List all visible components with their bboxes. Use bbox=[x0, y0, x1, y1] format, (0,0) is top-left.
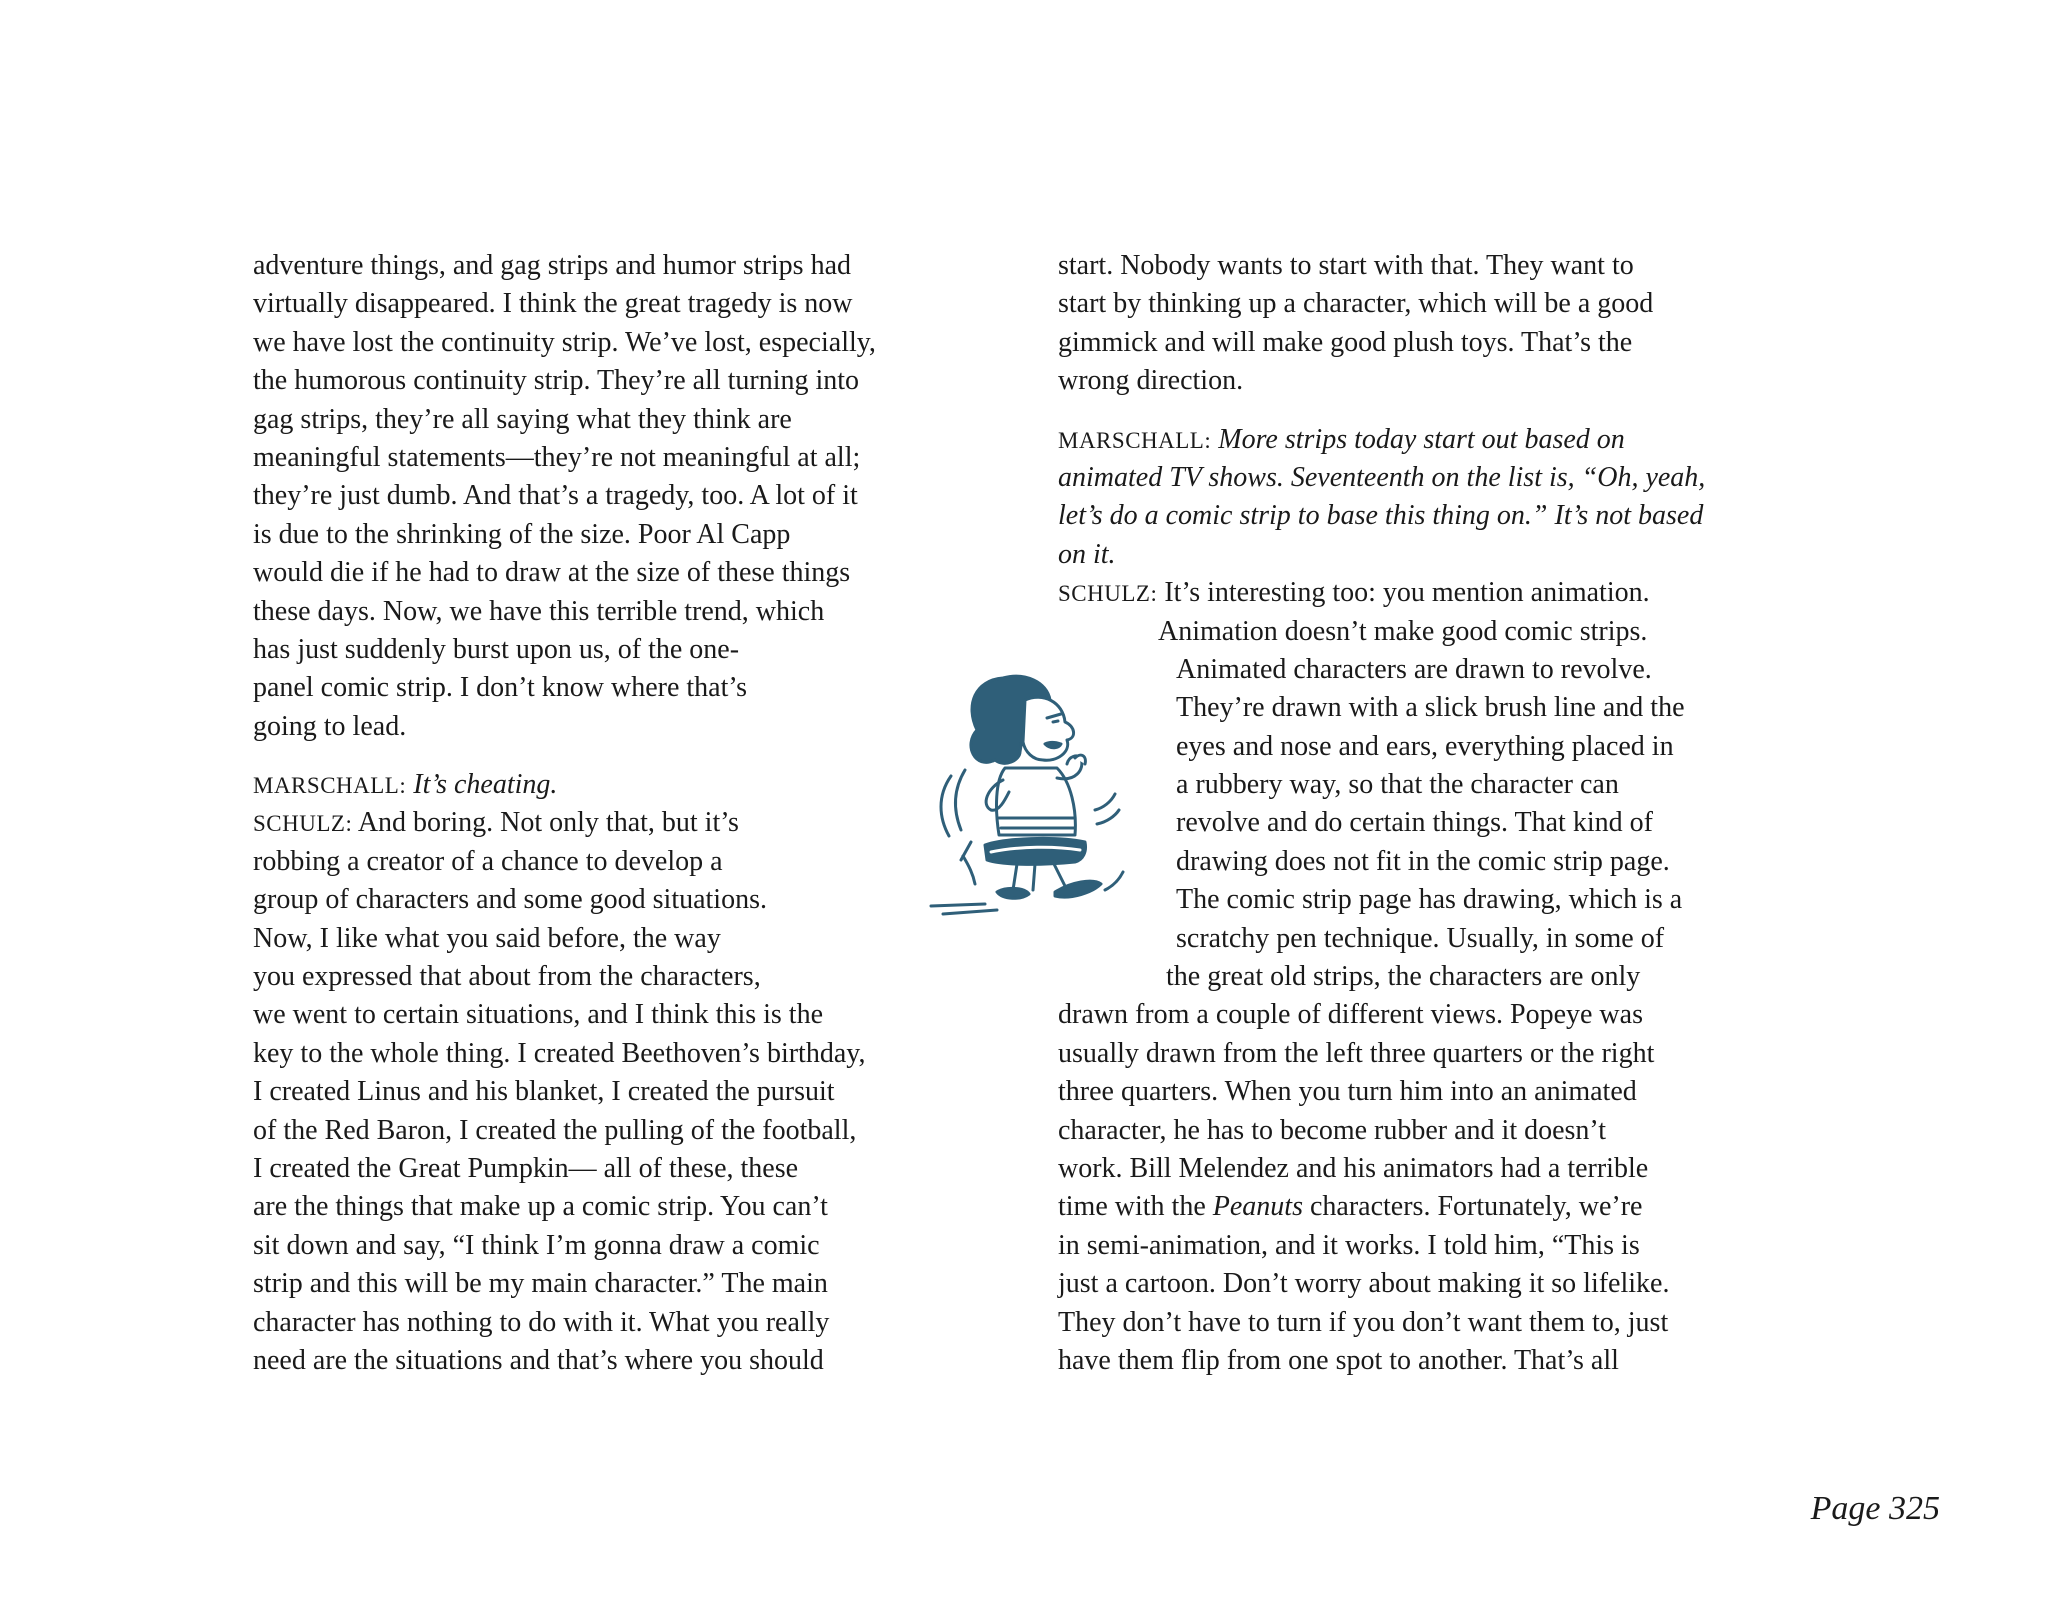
question-line bbox=[253, 766, 876, 804]
text-line: meaningful statements—they’re not meaningful at all; bbox=[253, 441, 861, 473]
text-line: is due to the shrinking of the size. Poor Al Capp bbox=[253, 518, 791, 550]
wrap-line: scratchy pen technique. Usually, in some of bbox=[1176, 922, 1665, 954]
wrap-line: Animated characters are drawn to revolve. bbox=[1176, 653, 1652, 685]
speaker-label: MARSCHALL: bbox=[253, 773, 407, 799]
wrap-line: They’re drawn with a slick brush line and the bbox=[1176, 692, 1685, 724]
text-line: we have lost the continuity strip. We’ve lost, especially, bbox=[253, 326, 876, 358]
text-line: group of characters and some good situations. bbox=[253, 884, 767, 916]
text-line: robbing a creator of a chance to develop a bbox=[253, 845, 723, 877]
wrap-line: Animation doesn’t make good comic strips. bbox=[1158, 615, 1648, 647]
right-column bbox=[1058, 247, 1705, 1380]
wrap-line: The comic strip page has drawing, which is a bbox=[1176, 884, 1683, 916]
text-line: start. Nobody wants to start with that. They want to bbox=[1058, 250, 1634, 281]
speaker-label: MARSCHALL: bbox=[1058, 427, 1212, 453]
text-line: need are the situations and that’s where you should bbox=[253, 1344, 824, 1376]
paragraph-gap bbox=[1058, 401, 1705, 421]
question-line: animated TV shows. Seventeenth on the list is, “Oh, yeah, bbox=[1058, 461, 1706, 493]
text-line: I created the Great Pumpkin— all of these, these bbox=[253, 1152, 799, 1184]
text-line: strip and this will be my main character.” The main bbox=[253, 1268, 828, 1300]
text-line: character, he has to become rubber and it doesn’t bbox=[1058, 1114, 1607, 1146]
lucy-illustration bbox=[925, 660, 1155, 940]
text-line: going to lead. bbox=[253, 710, 407, 742]
question-line: let’s do a comic strip to base this thing on.” It’s not based bbox=[1058, 500, 1704, 532]
text-line: you expressed that about from the characters, bbox=[253, 961, 761, 993]
text-line: the humorous continuity strip. They’re all turning into bbox=[253, 365, 860, 397]
text-line: work. Bill Melendez and his animators had a terrible bbox=[1058, 1152, 1649, 1184]
text-fragment: time with the bbox=[1058, 1191, 1206, 1223]
answer-line bbox=[253, 804, 876, 842]
text-line: in semi-animation, and it works. I told him, “This is bbox=[1058, 1229, 1640, 1261]
text-line: of the Red Baron, I created the pulling of the football, bbox=[253, 1114, 857, 1146]
text-line: sit down and say, “I think I’m gonna draw a comic bbox=[253, 1229, 820, 1261]
question-line: on it. bbox=[1058, 538, 1116, 570]
answer-line bbox=[1058, 574, 1705, 612]
text-line: are the things that make up a comic strip. You can’t bbox=[253, 1191, 828, 1223]
text-line: I created Linus and his blanket, I created the pursuit bbox=[253, 1076, 835, 1108]
text-line: usually drawn from the left three quarters or the right bbox=[1058, 1037, 1655, 1069]
wrap-line: eyes and nose and ears, everything placed in bbox=[1176, 730, 1674, 762]
text-line: start by thinking up a character, which will be a good bbox=[1058, 288, 1654, 320]
wrap-line: revolve and do certain things. That kind of bbox=[1176, 807, 1653, 839]
strip-title: Peanuts bbox=[1212, 1191, 1303, 1223]
text-line: Now, I like what you said before, the way bbox=[253, 922, 721, 954]
text-line: these days. Now, we have this terrible trend, which bbox=[253, 595, 825, 627]
text-line: they’re just dumb. And that’s a tragedy, too. A lot of it bbox=[253, 480, 858, 512]
question-text: It’s cheating. bbox=[413, 769, 558, 801]
text-line bbox=[1058, 1188, 1705, 1226]
question-text: More strips today start out based on bbox=[1218, 423, 1625, 455]
text-line: wrong direction. bbox=[1058, 365, 1244, 397]
text-line: character has nothing to do with it. What you really bbox=[253, 1306, 830, 1338]
text-line: have them flip from one spot to another. That’s all bbox=[1058, 1344, 1619, 1376]
text-line: we went to certain situations, and I think this is the bbox=[253, 999, 824, 1031]
wrap-line: the great old strips, the characters are only bbox=[1166, 961, 1641, 993]
text-line: gag strips, they’re all saying what they think are bbox=[253, 403, 792, 435]
text-line: three quarters. When you turn him into an animated bbox=[1058, 1076, 1637, 1108]
paragraph-gap bbox=[253, 746, 876, 766]
answer-text: And boring. Not only that, but it’s bbox=[357, 807, 739, 839]
wrap-line: a rubbery way, so that the character can bbox=[1176, 769, 1619, 801]
wrap-line: drawing does not fit in the comic strip page. bbox=[1176, 845, 1670, 877]
text-line: drawn from a couple of different views. Popeye was bbox=[1058, 999, 1643, 1031]
text-line: They don’t have to turn if you don’t want them to, just bbox=[1058, 1306, 1669, 1338]
text-line: gimmick and will make good plush toys. That’s the bbox=[1058, 326, 1633, 358]
text-line: virtually disappeared. I think the great tragedy is now bbox=[253, 288, 853, 320]
text-line: key to the whole thing. I created Beethoven’s birthday, bbox=[253, 1037, 866, 1069]
text-line: adventure things, and gag strips and humor strips had bbox=[253, 250, 852, 281]
question-line bbox=[1058, 421, 1705, 459]
text-fragment: characters. Fortunately, we’re bbox=[1309, 1191, 1643, 1223]
text-line: has just suddenly burst upon us, of the one- bbox=[253, 633, 740, 665]
page-number: Page 325 bbox=[1810, 1490, 1940, 1527]
text-line: panel comic strip. I don’t know where that’s bbox=[253, 672, 748, 704]
text-line: would die if he had to draw at the size of these things bbox=[253, 557, 851, 589]
speaker-label: SCHULZ: bbox=[253, 811, 353, 837]
text-line: just a cartoon. Don’t worry about making it so lifelike. bbox=[1058, 1268, 1670, 1300]
left-column bbox=[253, 247, 876, 1380]
speaker-label: SCHULZ: bbox=[1058, 581, 1158, 607]
answer-text: It’s interesting too: you mention animation. bbox=[1164, 577, 1650, 609]
